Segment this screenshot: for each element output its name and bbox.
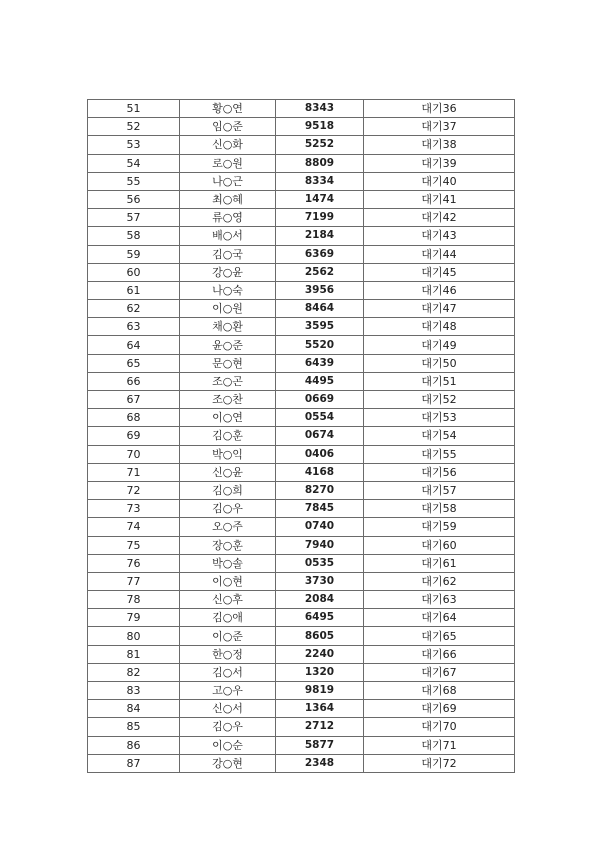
waitlist-status: 대기70 bbox=[364, 718, 515, 736]
waitlist-status: 대기59 bbox=[364, 518, 515, 536]
waitlist-status: 대기55 bbox=[364, 445, 515, 463]
applicant-name: 김○국 bbox=[180, 245, 276, 263]
applicant-name: 채○환 bbox=[180, 318, 276, 336]
row-number: 72 bbox=[88, 481, 180, 499]
waitlist-status: 대기39 bbox=[364, 154, 515, 172]
waitlist-status: 대기61 bbox=[364, 554, 515, 572]
table-row bbox=[88, 318, 515, 336]
applicant-code: 6439 bbox=[276, 354, 364, 372]
applicant-code: 1320 bbox=[276, 663, 364, 681]
row-number: 75 bbox=[88, 536, 180, 554]
applicant-code: 7940 bbox=[276, 536, 364, 554]
table-row bbox=[88, 354, 515, 372]
applicant-name: 황○연 bbox=[180, 100, 276, 118]
row-number: 83 bbox=[88, 682, 180, 700]
applicant-code: 0535 bbox=[276, 554, 364, 572]
table-row bbox=[88, 372, 515, 390]
waitlist-status: 대기65 bbox=[364, 627, 515, 645]
table-row bbox=[88, 227, 515, 245]
applicant-name: 윤○준 bbox=[180, 336, 276, 354]
row-number: 67 bbox=[88, 391, 180, 409]
applicant-code: 4495 bbox=[276, 372, 364, 390]
waitlist-table-body bbox=[88, 100, 515, 773]
applicant-code: 3730 bbox=[276, 572, 364, 590]
applicant-code: 2562 bbox=[276, 263, 364, 281]
row-number: 64 bbox=[88, 336, 180, 354]
row-number: 60 bbox=[88, 263, 180, 281]
table-row bbox=[88, 300, 515, 318]
applicant-code: 5877 bbox=[276, 736, 364, 754]
applicant-code: 8464 bbox=[276, 300, 364, 318]
table-row bbox=[88, 445, 515, 463]
table-row bbox=[88, 245, 515, 263]
applicant-name: 이○원 bbox=[180, 300, 276, 318]
row-number: 81 bbox=[88, 645, 180, 663]
applicant-code: 8334 bbox=[276, 172, 364, 190]
waitlist-status: 대기68 bbox=[364, 682, 515, 700]
applicant-name: 고○우 bbox=[180, 682, 276, 700]
applicant-name: 이○현 bbox=[180, 572, 276, 590]
applicant-name: 조○찬 bbox=[180, 391, 276, 409]
table-row bbox=[88, 645, 515, 663]
applicant-code: 4168 bbox=[276, 463, 364, 481]
applicant-name: 이○순 bbox=[180, 736, 276, 754]
waitlist-status: 대기72 bbox=[364, 754, 515, 772]
waitlist-status: 대기37 bbox=[364, 118, 515, 136]
row-number: 62 bbox=[88, 300, 180, 318]
applicant-code: 5252 bbox=[276, 136, 364, 154]
applicant-name: 김○우 bbox=[180, 500, 276, 518]
waitlist-status: 대기67 bbox=[364, 663, 515, 681]
waitlist-status: 대기41 bbox=[364, 190, 515, 208]
applicant-code: 1474 bbox=[276, 190, 364, 208]
row-number: 70 bbox=[88, 445, 180, 463]
table-row bbox=[88, 263, 515, 281]
applicant-code: 0740 bbox=[276, 518, 364, 536]
waitlist-status: 대기71 bbox=[364, 736, 515, 754]
applicant-code: 5520 bbox=[276, 336, 364, 354]
row-number: 82 bbox=[88, 663, 180, 681]
waitlist-status: 대기51 bbox=[364, 372, 515, 390]
applicant-name: 김○애 bbox=[180, 609, 276, 627]
waitlist-status: 대기48 bbox=[364, 318, 515, 336]
waitlist-status: 대기38 bbox=[364, 136, 515, 154]
row-number: 61 bbox=[88, 281, 180, 299]
row-number: 56 bbox=[88, 190, 180, 208]
row-number: 59 bbox=[88, 245, 180, 263]
table-row bbox=[88, 627, 515, 645]
applicant-code: 2184 bbox=[276, 227, 364, 245]
row-number: 63 bbox=[88, 318, 180, 336]
applicant-name: 배○서 bbox=[180, 227, 276, 245]
table-row bbox=[88, 409, 515, 427]
table-row bbox=[88, 100, 515, 118]
table-row bbox=[88, 536, 515, 554]
table-row bbox=[88, 391, 515, 409]
waitlist-status: 대기49 bbox=[364, 336, 515, 354]
table-row bbox=[88, 754, 515, 772]
applicant-name: 임○준 bbox=[180, 118, 276, 136]
row-number: 68 bbox=[88, 409, 180, 427]
waitlist-table bbox=[87, 99, 515, 773]
row-number: 52 bbox=[88, 118, 180, 136]
waitlist-status: 대기58 bbox=[364, 500, 515, 518]
table-row bbox=[88, 336, 515, 354]
waitlist-status: 대기40 bbox=[364, 172, 515, 190]
applicant-name: 신○화 bbox=[180, 136, 276, 154]
table-row bbox=[88, 481, 515, 499]
applicant-code: 6369 bbox=[276, 245, 364, 263]
row-number: 58 bbox=[88, 227, 180, 245]
table-row bbox=[88, 427, 515, 445]
applicant-name: 장○훈 bbox=[180, 536, 276, 554]
applicant-name: 강○현 bbox=[180, 754, 276, 772]
row-number: 84 bbox=[88, 700, 180, 718]
applicant-code: 2712 bbox=[276, 718, 364, 736]
table-row bbox=[88, 190, 515, 208]
row-number: 74 bbox=[88, 518, 180, 536]
waitlist-status: 대기36 bbox=[364, 100, 515, 118]
table-row bbox=[88, 136, 515, 154]
row-number: 51 bbox=[88, 100, 180, 118]
applicant-code: 7845 bbox=[276, 500, 364, 518]
waitlist-status: 대기43 bbox=[364, 227, 515, 245]
applicant-code: 7199 bbox=[276, 209, 364, 227]
row-number: 53 bbox=[88, 136, 180, 154]
waitlist-status: 대기45 bbox=[364, 263, 515, 281]
row-number: 86 bbox=[88, 736, 180, 754]
waitlist-status: 대기66 bbox=[364, 645, 515, 663]
applicant-name: 박○솔 bbox=[180, 554, 276, 572]
table-row bbox=[88, 209, 515, 227]
row-number: 55 bbox=[88, 172, 180, 190]
applicant-code: 8809 bbox=[276, 154, 364, 172]
applicant-code: 8270 bbox=[276, 481, 364, 499]
table-row bbox=[88, 682, 515, 700]
applicant-name: 조○곤 bbox=[180, 372, 276, 390]
table-row bbox=[88, 554, 515, 572]
table-row bbox=[88, 281, 515, 299]
row-number: 79 bbox=[88, 609, 180, 627]
applicant-code: 0674 bbox=[276, 427, 364, 445]
applicant-code: 1364 bbox=[276, 700, 364, 718]
applicant-code: 0669 bbox=[276, 391, 364, 409]
table-row bbox=[88, 572, 515, 590]
applicant-name: 로○원 bbox=[180, 154, 276, 172]
table-row bbox=[88, 172, 515, 190]
applicant-code: 6495 bbox=[276, 609, 364, 627]
table-row bbox=[88, 154, 515, 172]
applicant-name: 신○윤 bbox=[180, 463, 276, 481]
applicant-code: 3595 bbox=[276, 318, 364, 336]
applicant-name: 나○근 bbox=[180, 172, 276, 190]
table-row bbox=[88, 500, 515, 518]
table-row bbox=[88, 591, 515, 609]
applicant-name: 신○서 bbox=[180, 700, 276, 718]
applicant-name: 김○희 bbox=[180, 481, 276, 499]
row-number: 71 bbox=[88, 463, 180, 481]
applicant-name: 최○혜 bbox=[180, 190, 276, 208]
waitlist-status: 대기50 bbox=[364, 354, 515, 372]
applicant-code: 2084 bbox=[276, 591, 364, 609]
applicant-name: 김○서 bbox=[180, 663, 276, 681]
table-row bbox=[88, 463, 515, 481]
applicant-name: 한○정 bbox=[180, 645, 276, 663]
row-number: 73 bbox=[88, 500, 180, 518]
waitlist-status: 대기63 bbox=[364, 591, 515, 609]
table-row bbox=[88, 609, 515, 627]
applicant-code: 9518 bbox=[276, 118, 364, 136]
applicant-code: 8343 bbox=[276, 100, 364, 118]
waitlist-status: 대기54 bbox=[364, 427, 515, 445]
applicant-code: 0554 bbox=[276, 409, 364, 427]
row-number: 85 bbox=[88, 718, 180, 736]
applicant-name: 문○현 bbox=[180, 354, 276, 372]
table-row bbox=[88, 518, 515, 536]
row-number: 65 bbox=[88, 354, 180, 372]
applicant-name: 박○익 bbox=[180, 445, 276, 463]
waitlist-status: 대기62 bbox=[364, 572, 515, 590]
waitlist-status: 대기64 bbox=[364, 609, 515, 627]
waitlist-status: 대기53 bbox=[364, 409, 515, 427]
waitlist-status: 대기47 bbox=[364, 300, 515, 318]
waitlist-status: 대기42 bbox=[364, 209, 515, 227]
applicant-name: 김○우 bbox=[180, 718, 276, 736]
row-number: 78 bbox=[88, 591, 180, 609]
waitlist-status: 대기52 bbox=[364, 391, 515, 409]
applicant-name: 이○연 bbox=[180, 409, 276, 427]
applicant-code: 2348 bbox=[276, 754, 364, 772]
applicant-name: 류○영 bbox=[180, 209, 276, 227]
applicant-code: 3956 bbox=[276, 281, 364, 299]
row-number: 80 bbox=[88, 627, 180, 645]
applicant-name: 강○윤 bbox=[180, 263, 276, 281]
waitlist-status: 대기46 bbox=[364, 281, 515, 299]
row-number: 66 bbox=[88, 372, 180, 390]
table-row bbox=[88, 718, 515, 736]
table-row bbox=[88, 663, 515, 681]
row-number: 77 bbox=[88, 572, 180, 590]
applicant-name: 나○숙 bbox=[180, 281, 276, 299]
table-row bbox=[88, 700, 515, 718]
applicant-code: 8605 bbox=[276, 627, 364, 645]
row-number: 87 bbox=[88, 754, 180, 772]
applicant-name: 이○준 bbox=[180, 627, 276, 645]
table-row bbox=[88, 736, 515, 754]
row-number: 69 bbox=[88, 427, 180, 445]
waitlist-status: 대기56 bbox=[364, 463, 515, 481]
row-number: 76 bbox=[88, 554, 180, 572]
applicant-code: 2240 bbox=[276, 645, 364, 663]
applicant-code: 0406 bbox=[276, 445, 364, 463]
waitlist-status: 대기44 bbox=[364, 245, 515, 263]
row-number: 54 bbox=[88, 154, 180, 172]
waitlist-status: 대기60 bbox=[364, 536, 515, 554]
applicant-name: 신○후 bbox=[180, 591, 276, 609]
applicant-name: 김○훈 bbox=[180, 427, 276, 445]
row-number: 57 bbox=[88, 209, 180, 227]
waitlist-status: 대기69 bbox=[364, 700, 515, 718]
applicant-name: 오○주 bbox=[180, 518, 276, 536]
applicant-code: 9819 bbox=[276, 682, 364, 700]
table-row bbox=[88, 118, 515, 136]
waitlist-status: 대기57 bbox=[364, 481, 515, 499]
